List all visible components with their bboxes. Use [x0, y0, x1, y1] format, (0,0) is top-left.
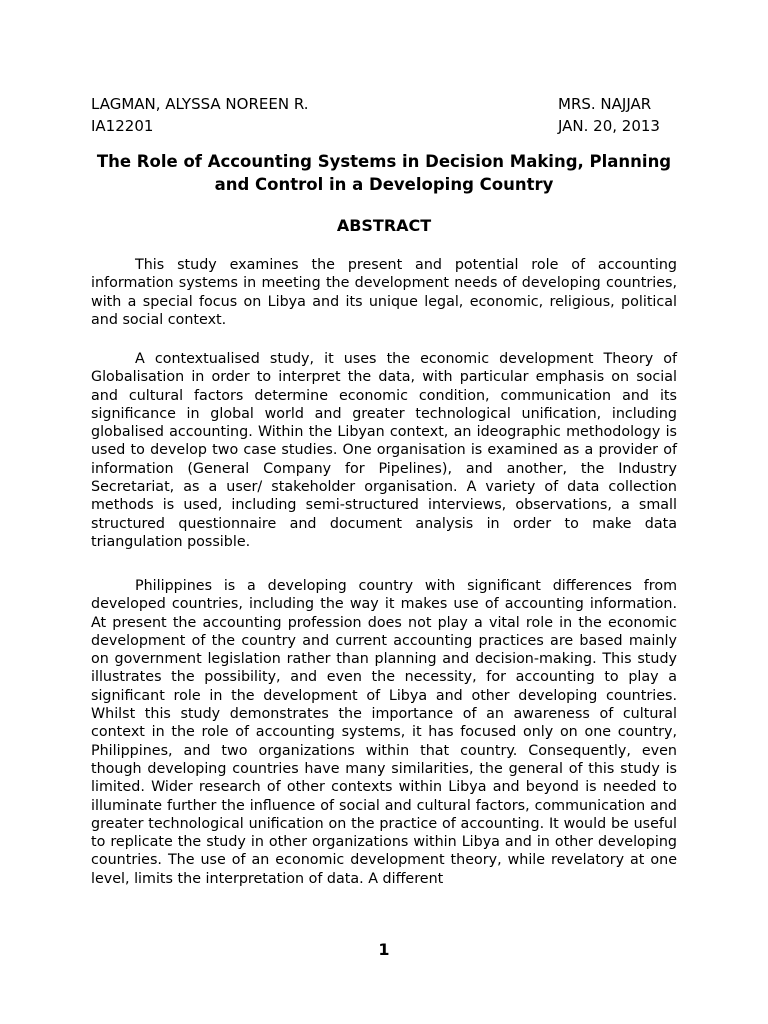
- document-date: JAN. 20, 2013: [558, 117, 660, 135]
- page-number: 1: [378, 940, 390, 959]
- section-heading: ABSTRACT: [336, 216, 432, 235]
- instructor-name: MRS. NAJJAR: [558, 95, 652, 113]
- document-title: The Role of Accounting Systems in Decision Making, Planning and Control in a Developing Country: [96, 152, 672, 194]
- student-id: IA12201: [91, 117, 154, 135]
- abstract-paragraph: Philippines is a developing country with significant differences from developed countries, including the way it makes use of accounting information. At present the accounting profession does not play a vital role in the economic development of the country and current accounting practices are based mainly on government legislation rather than planning and decision-making. This study illustrates the possibility, and even the necessity, for accounting to play a significant role in the development of Libya and other developing countries. Whilst this study demonstrates the importance of an awareness of cultural context in the role of accounting systems, it has focused only on one country, Philippines, and two organizations within that country. Consequently, even though developing countries have many similarities, the general of this study is limited. Wider research of other contexts within Libya and beyond is needed to illuminate further the influence of social and cultural factors, communication and greater technological unification on the practice of accounting. It would be useful to replicate the study in other organizations within Libya and in other developing countries. The use of an economic development theory, while revelatory at one level, limits the interpretation of data. A different: [91, 578, 677, 887]
- abstract-paragraph: A contextualised study, it uses the economic development Theory of Globalisation in order to interpret the data, with particular emphasis on social and cultural factors determine economic condition, communication and its significance in global world and greater technological unification, including globalised accounting. Within the Libyan context, an ideographic methodology is used to develop two case studies. One organisation is examined as a provider of information (General Company for Pipelines), and another, the Industry Secretariat, as a user/ stakeholder organisation. A variety of data collection methods is used, including semi-structured interviews, observations, a small structured questionnaire and document analysis in order to make data triangulation possible.: [91, 351, 677, 550]
- abstract-paragraph: This study examines the present and potential role of accounting information systems in meeting the development needs of developing countries, with a special focus on Libya and its unique legal, economic, religious, political and social context.: [91, 257, 677, 328]
- student-name: LAGMAN, ALYSSA NOREEN R.: [91, 95, 309, 113]
